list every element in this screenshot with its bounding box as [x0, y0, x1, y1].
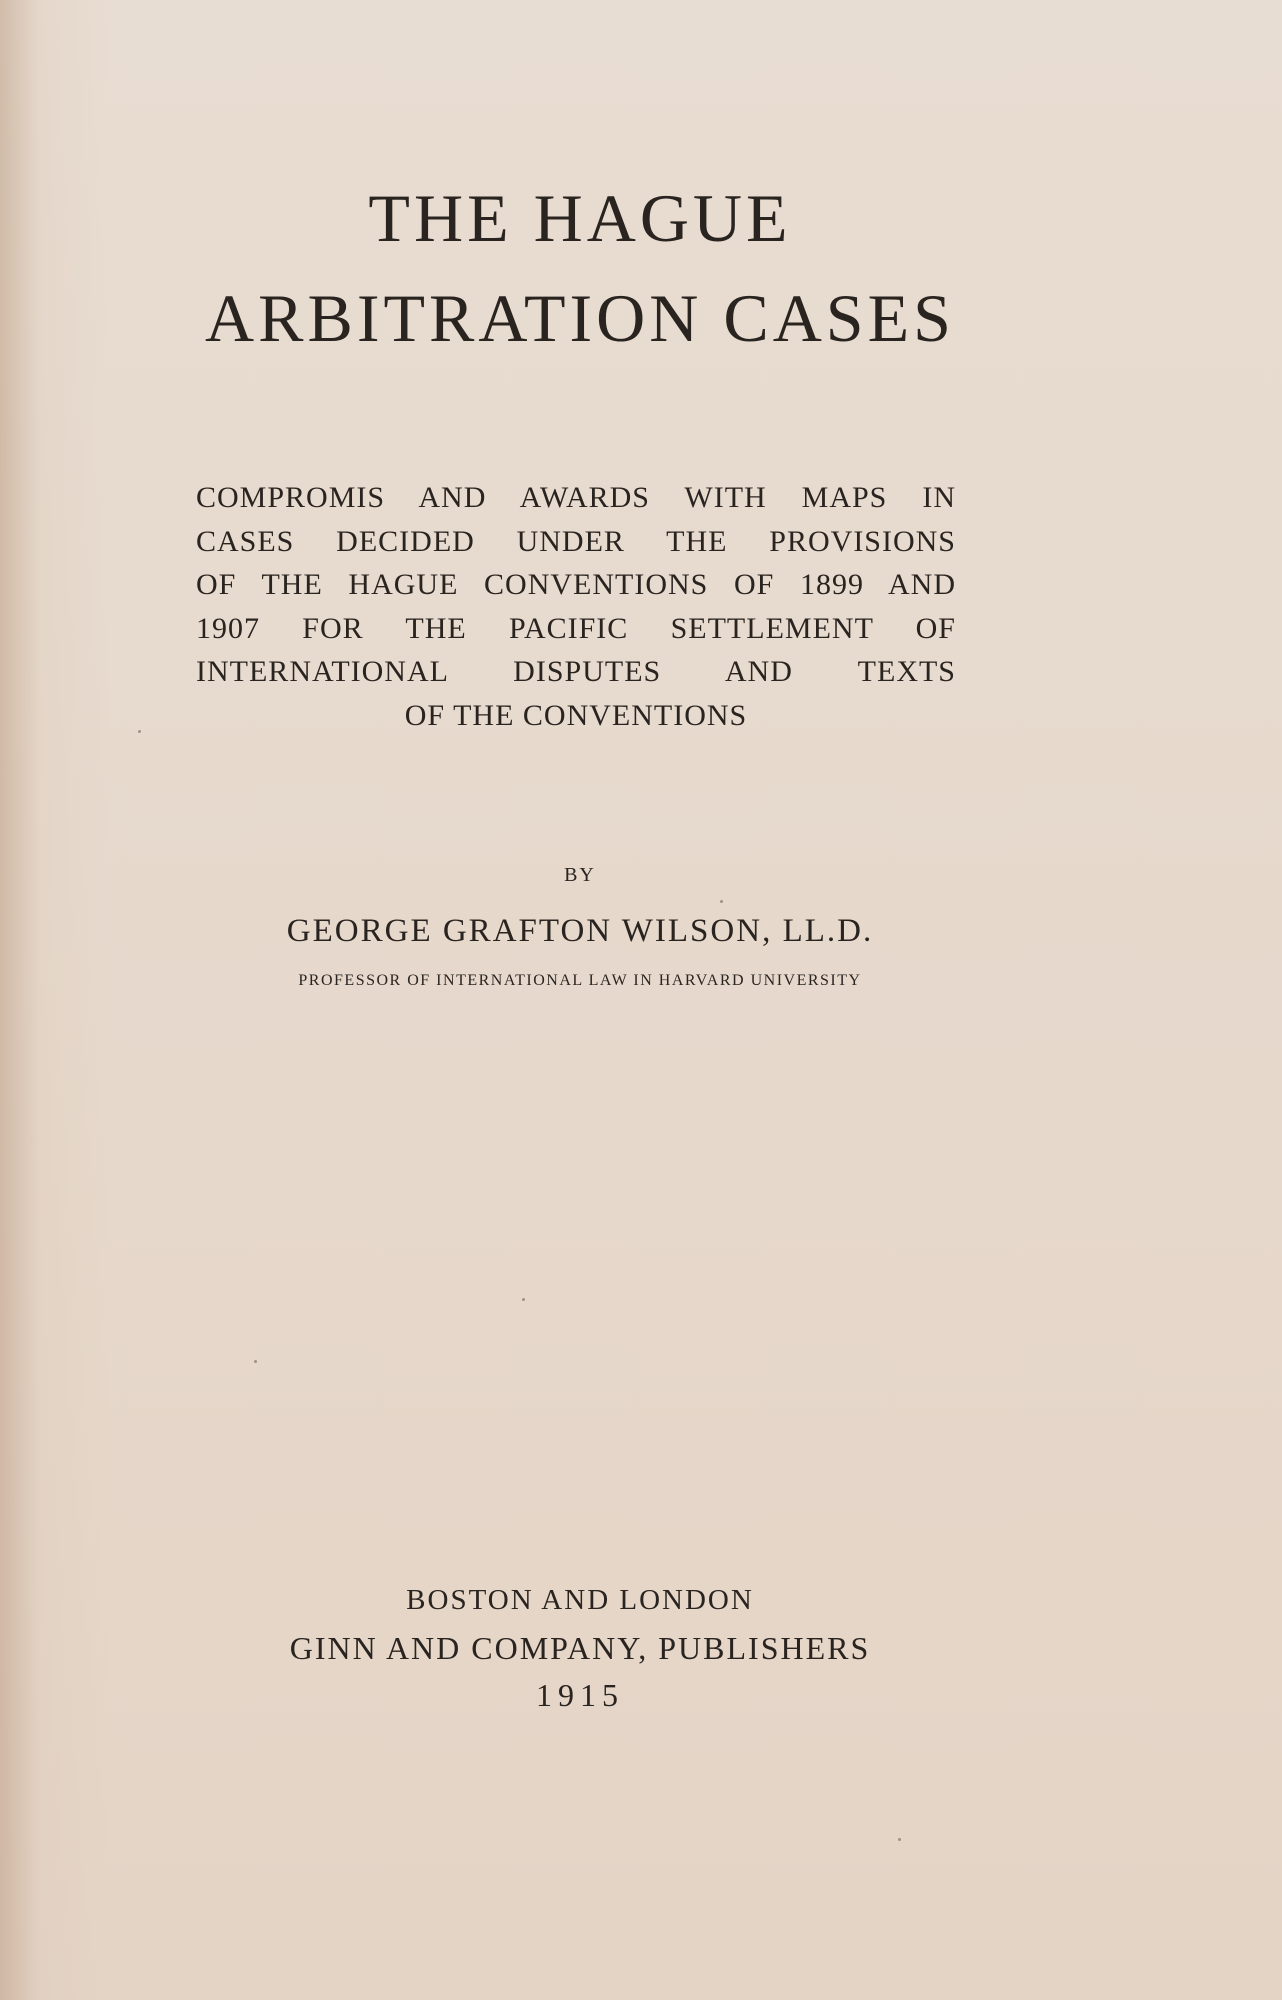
subtitle-line: COMPROMIS AND AWARDS WITH MAPS IN: [196, 481, 956, 514]
paper-speck: [720, 900, 723, 903]
paper-speck: [898, 1838, 901, 1841]
paper-speck: [138, 730, 141, 733]
author-affiliation: PROFESSOR OF INTERNATIONAL LAW IN HARVARD UNIVERSITY: [298, 972, 862, 989]
paper-speck: [254, 1360, 257, 1363]
imprint-year: 1915: [536, 1677, 624, 1713]
subtitle-line: 1907 FOR THE PACIFIC SETTLEMENT OF: [196, 611, 956, 645]
imprint-city: BOSTON AND LONDON: [406, 1584, 754, 1616]
subtitle-line: OF THE HAGUE CONVENTIONS OF 1899 AND: [196, 568, 956, 601]
by-label: BY: [564, 864, 596, 886]
subtitle-line: INTERNATIONAL DISPUTES AND TEXTS: [196, 655, 956, 688]
book-title-line-1: THE HAGUE: [368, 180, 792, 256]
imprint-publisher: GINN AND COMPANY, PUBLISHERS: [289, 1630, 871, 1666]
subtitle-line: CASES DECIDED UNDER THE PROVISIONS: [196, 524, 956, 558]
book-title-line-2: ARBITRATION CASES: [205, 280, 955, 356]
author-name: GEORGE GRAFTON WILSON, LL.D.: [286, 913, 874, 949]
paper-speck: [522, 1298, 525, 1301]
book-subtitle: [196, 476, 956, 737]
book-title: [0, 168, 1160, 368]
subtitle-line: OF THE CONVENTIONS: [404, 698, 748, 732]
